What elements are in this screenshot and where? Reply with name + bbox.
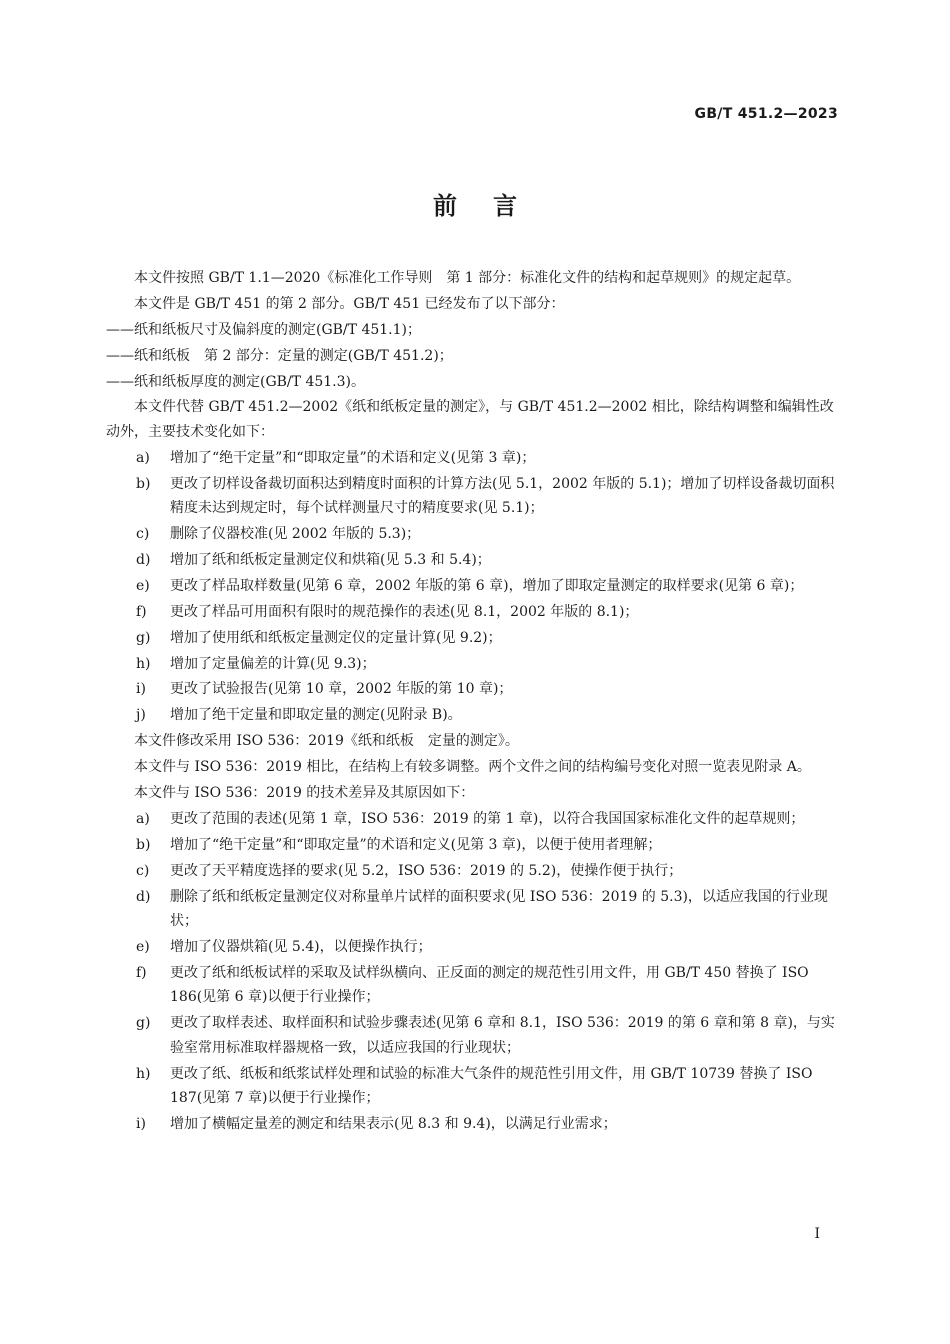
change-item (106, 626, 838, 651)
change-item-label: e) (136, 577, 150, 594)
page-title: 前言 (433, 192, 553, 220)
change-item (106, 677, 838, 702)
difference-item-label: b) (136, 836, 151, 853)
difference-item-label: i) (136, 1116, 146, 1133)
change-item (106, 522, 838, 547)
difference-item-label: a) (136, 810, 150, 827)
change-item (106, 703, 838, 728)
intro-paragraph: 本文件是 GB/T 451 的第 2 部分。GB/T 451 已经发布了以下部分： (134, 295, 565, 312)
difference-item-text: 更改了范围的表述(见第 1 章，ISO 536：2019 的第 1 章)，以符合我国国家标准化文件的起草规则； (170, 810, 805, 827)
change-item-label: i) (136, 681, 146, 698)
difference-item (106, 833, 838, 858)
change-item-label: g) (136, 629, 151, 646)
foreword-body (106, 266, 838, 1138)
change-item-text: 更改了试验报告(见第 10 章，2002 年版的第 10 章)； (170, 681, 513, 698)
difference-item-text: 更改了天平精度选择的要求(见 5.2，ISO 536：2019 的 5.2)，使操作便于执行； (170, 862, 683, 879)
difference-item (106, 1062, 838, 1111)
difference-item (106, 961, 838, 1010)
difference-item (106, 935, 838, 960)
change-item-label: a) (136, 449, 150, 466)
change-item (106, 652, 838, 677)
difference-item (106, 885, 838, 934)
difference-item-text: 删除了纸和纸板定量测定仪对称量单片试样的面积要求(见 ISO 536：2019 的 5.3)，以适应我国的行业现状； (170, 888, 828, 930)
iso-paragraph: 本文件与 ISO 536：2019 相比，在结构上有较多调整。两个文件之间的结构编号变化对照一览表见附录 A。 (134, 759, 811, 776)
difference-item-text: 更改了取样表述、取样面积和试验步骤表述(见第 6 章和 8.1，ISO 536：2019 的第 6 章和第 8 章)，与实验室常用标准取样器规格一致，以适应我国的行业现状； (170, 1015, 835, 1056)
change-item (106, 574, 838, 599)
difference-item-text: 增加了横幅定量差的测定和结果表示(见 8.3 和 9.4)，以满足行业需求； (170, 1116, 617, 1133)
changes-list (106, 446, 838, 728)
change-item-text: 增加了使用纸和纸板定量测定仪的定量计算(见 9.2)； (170, 629, 502, 646)
change-item-label: d) (136, 552, 151, 569)
intro-paragraph: 本文件按照 GB/T 1.1—2020《标准化工作导则 第 1 部分：标准化文件的结构和起草规则》的规定起草。 (134, 270, 801, 286)
difference-item-label: e) (136, 938, 150, 955)
difference-item-label: c) (136, 862, 150, 879)
difference-item-label: h) (136, 1065, 151, 1082)
standard-number: GB/T 451.2—2023 (694, 106, 838, 122)
difference-item (106, 859, 838, 884)
iso-paragraph: 本文件与 ISO 536：2019 的技术差异及其原因如下： (134, 785, 475, 802)
change-item-text: 增加了绝干定量和即取定量的测定(见附录 B)。 (170, 707, 462, 724)
difference-item-label: g) (136, 1015, 151, 1032)
change-item (106, 446, 838, 471)
difference-item (106, 1112, 838, 1137)
part-item: ——纸和纸板 第 2 部分：定量的测定(GB/T 451.2)； (106, 347, 453, 364)
difference-item (106, 1011, 838, 1060)
difference-item-label: f) (136, 964, 147, 981)
change-item-label: c) (136, 526, 150, 543)
difference-item (106, 807, 838, 832)
part-item: ——纸和纸板厚度的测定(GB/T 451.3)。 (106, 373, 365, 390)
change-item-text: 增加了纸和纸板定量测定仪和烘箱(见 5.3 和 5.4)； (170, 552, 491, 569)
change-item-text: 增加了“绝干定量”和“即取定量”的术语和定义(见第 3 章)； (170, 449, 536, 466)
iso-paragraph: 本文件修改采用 ISO 536：2019《纸和纸板 定量的测定》。 (134, 733, 519, 750)
change-item (106, 472, 838, 521)
page-number: I (814, 1226, 820, 1242)
change-item (106, 600, 838, 625)
change-item-text: 更改了样品可用面积有限时的规范操作的表述(见 8.1，2002 年版的 8.1)； (170, 603, 639, 620)
differences-list (106, 807, 838, 1137)
change-item-text: 更改了切样设备裁切面积达到精度时面积的计算方法(见 5.1，2002 年版的 5.1)；增加了切样设备裁切面积精度未达到规定时，每个试样测量尺寸的精度要求(见 5.1)； (170, 475, 835, 517)
change-item-label: j) (136, 707, 146, 724)
difference-item-text: 更改了纸、纸板和纸浆试样处理和试验的标准大气条件的规范性引用文件，用 GB/T 10739 替换了 ISO 187(见第 7 章)以便于行业操作； (170, 1065, 813, 1107)
change-item-text: 更改了样品取样数量(见第 6 章，2002 年版的第 6 章)，增加了即取定量测定的取样要求(见第 6 章)； (170, 577, 804, 594)
change-item (106, 548, 838, 573)
part-item: ——纸和纸板尺寸及偏斜度的测定(GB/T 451.1)； (106, 321, 421, 338)
change-item-text: 删除了仪器校准(见 2002 年版的 5.3)； (170, 526, 421, 543)
difference-item-label: d) (136, 888, 151, 905)
change-item-label: h) (136, 655, 151, 672)
difference-item-text: 增加了“绝干定量”和“即取定量”的术语和定义(见第 3 章)，以便于使用者理解； (170, 836, 662, 853)
change-item-label: f) (136, 603, 147, 620)
difference-item-text: 更改了纸和纸板试样的采取及试样纵横向、正反面的测定的规范性引用文件，用 GB/T 450 替换了 ISO 186(见第 6 章)以便于行业操作； (170, 964, 809, 1006)
change-item-text: 增加了定量偏差的计算(见 9.3)； (170, 655, 376, 672)
replace-paragraph: 本文件代替 GB/T 451.2—2002《纸和纸板定量的测定》，与 GB/T 451.2—2002 相比，除结构调整和编辑性改动外，主要技术变化如下： (106, 399, 834, 440)
difference-item-text: 增加了仪器烘箱(见 5.4)，以便操作执行； (170, 938, 432, 955)
change-item-label: b) (136, 475, 151, 492)
